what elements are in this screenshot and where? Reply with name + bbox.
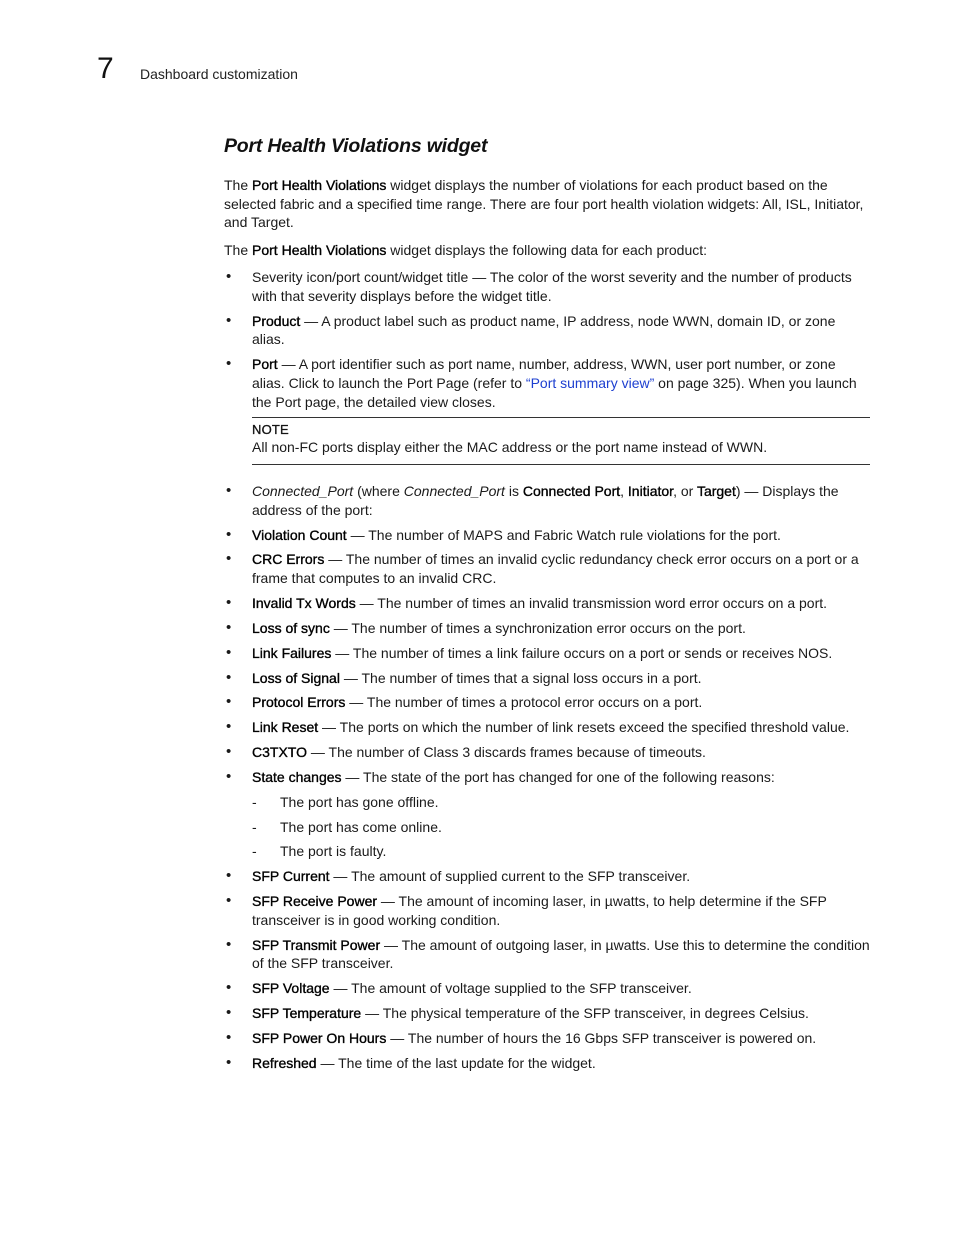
sub-list-item: - The port has gone offline. (252, 793, 870, 812)
bullet-term: SFP Transmit Power (252, 936, 381, 953)
bullet-term: Refreshed (252, 1054, 317, 1071)
bullet-text: (where (353, 483, 404, 500)
bullet-term: SFP Current (252, 868, 330, 885)
bullet-text: — The ports on which the number of link resets exceed the specified threshold value. (318, 719, 850, 736)
intro1-pre: The (224, 177, 253, 193)
bullet-term: SFP Receive Power (252, 893, 378, 910)
intro1-term: Port Health Violations (252, 177, 387, 193)
list-item (224, 936, 870, 973)
bullet-text: — The number of times a link failure occurs on a port or sends or receives NOS. (331, 644, 833, 661)
list-item (224, 355, 870, 411)
list-item (224, 669, 870, 688)
list-item (224, 892, 870, 929)
list-item (224, 718, 870, 737)
bullet-term: SFP Temperature (252, 1005, 362, 1022)
intro1-post: widget displays the number of violations for each product based on the selected fabric and a specified time range. There are four port health violation widgets: All, ISL, Initiator, and Target. (224, 177, 864, 231)
bullet-term: Connected Port (522, 483, 621, 500)
bullet-list-main (224, 482, 870, 1072)
list-item (224, 550, 870, 587)
bullet-text: , (620, 483, 628, 500)
bullet-text: is (504, 483, 523, 500)
bullet-text: on page 325). When you launch the Port page, the detailed view closes. (252, 374, 857, 410)
list-item (224, 482, 870, 519)
bullet-term: Initiator (627, 483, 674, 500)
bullet-term: Violation Count (252, 526, 347, 543)
connected-port-italic: Connected_Port (403, 483, 505, 500)
port-summary-view-link[interactable]: “Port summary view” (525, 374, 655, 391)
bullet-term: Invalid Tx Words (252, 594, 356, 611)
bullet-text: — The amount of incoming laser, in µwatts, to help determine if the SFP transceiver is in good working condition. (252, 893, 827, 928)
bullet-term: Product (252, 312, 301, 329)
list-item (224, 1004, 870, 1023)
bullet-list-top (224, 268, 870, 411)
intro2-post: widget displays the following data for each product: (386, 241, 708, 258)
bullet-term: State changes (252, 769, 342, 786)
bullet-term: Loss of sync (252, 619, 330, 636)
list-item (224, 644, 870, 663)
note-box (252, 417, 870, 465)
intro-paragraph-1 (224, 176, 870, 232)
bullet-text: — The number of times an invalid cyclic redundancy check error occurs on a port or a frame that computes to an invalid CRC. (252, 551, 859, 586)
bullet-text: — The number of times an invalid transmission word error occurs on a port. (355, 594, 828, 611)
intro2-term: Port Health Violations (252, 241, 387, 258)
bullet-text: — A port identifier such as port name, number, address, WWN, user port number, or zone alias. Click to launch the Port Page (refer to (252, 356, 836, 391)
state-reasons-list (252, 793, 870, 861)
sub-list-item: - The port is faulty. (252, 842, 870, 861)
bullet-text: — The number of hours the 16 Gbps SFP transceiver is powered on. (386, 1030, 817, 1047)
bullet-text: — The amount of voltage supplied to the SFP transceiver. (329, 980, 692, 997)
list-item (224, 867, 870, 886)
bullet-text: ) — Displays the address of the port: (252, 483, 839, 518)
list-item (224, 693, 870, 712)
bullet-text: — The amount of outgoing laser, in µwatts. Use this to determine the condition of the SFP transceiver. (252, 936, 870, 972)
bullet-text: — The number of times a synchronization error occurs on the port. (329, 619, 746, 636)
bullet-text: — The number of MAPS and Fabric Watch rule violations for the port. (346, 526, 781, 543)
list-item (224, 743, 870, 762)
note-text: All non-FC ports display either the MAC address or the port name instead of WWN. (252, 439, 768, 456)
chapter-number: 7 (97, 52, 114, 85)
bullet-text: — The physical temperature of the SFP transceiver, in degrees Celsius. (361, 1005, 809, 1022)
bullet-term: C3TXTO (252, 744, 307, 761)
note-label: NOTE (252, 422, 289, 438)
intro-paragraph-2 (224, 241, 870, 260)
connected-port-italic: Connected_Port (252, 483, 354, 500)
bullet-text: — The number of Class 3 discards frames because of timeouts. (306, 744, 706, 761)
sub-list-item: - The port has come online. (252, 818, 870, 837)
bullet-text: — The amount of supplied current to the SFP transceiver. (329, 868, 691, 885)
bullet-text: — The number of times that a signal loss occurs in a port. (339, 669, 702, 686)
bullet-term: Link Failures (252, 644, 332, 661)
bullet-term: SFP Voltage (252, 980, 330, 997)
list-item (224, 979, 870, 998)
list-item (224, 312, 870, 349)
bullet-term: Target (696, 483, 736, 500)
list-item (224, 1054, 870, 1073)
bullet-text: — A product label such as product name, IP address, node WWN, domain ID, or zone alias. (252, 312, 836, 348)
section-title: Port Health Violations widget (224, 135, 488, 157)
list-item (224, 619, 870, 638)
main-content (224, 133, 870, 1079)
bullet-term: SFP Power On Hours (252, 1030, 387, 1047)
list-item (224, 768, 870, 861)
bullet-term: Port (252, 356, 278, 373)
chapter-title: Dashboard customization (140, 66, 298, 82)
list-item (224, 268, 870, 305)
bullet-text: — The state of the port has changed for one of the following reasons: (341, 769, 775, 786)
list-item (224, 526, 870, 545)
bullet-text: — The time of the last update for the widget. (316, 1054, 596, 1071)
bullet-text: Severity icon/port count/widget title — The color of the worst severity and the number of products with that severity displays before the widget title. (252, 269, 852, 304)
list-item (224, 594, 870, 613)
bullet-term: CRC Errors (252, 551, 325, 568)
intro2-pre: The (224, 241, 253, 258)
list-item (224, 1029, 870, 1048)
bullet-text: — The number of times a protocol error occurs on a port. (345, 694, 703, 711)
bullet-text: , or (673, 483, 697, 500)
bullet-term: Protocol Errors (252, 694, 346, 711)
bullet-term: Loss of Signal (252, 669, 340, 686)
bullet-term: Link Reset (252, 719, 319, 736)
